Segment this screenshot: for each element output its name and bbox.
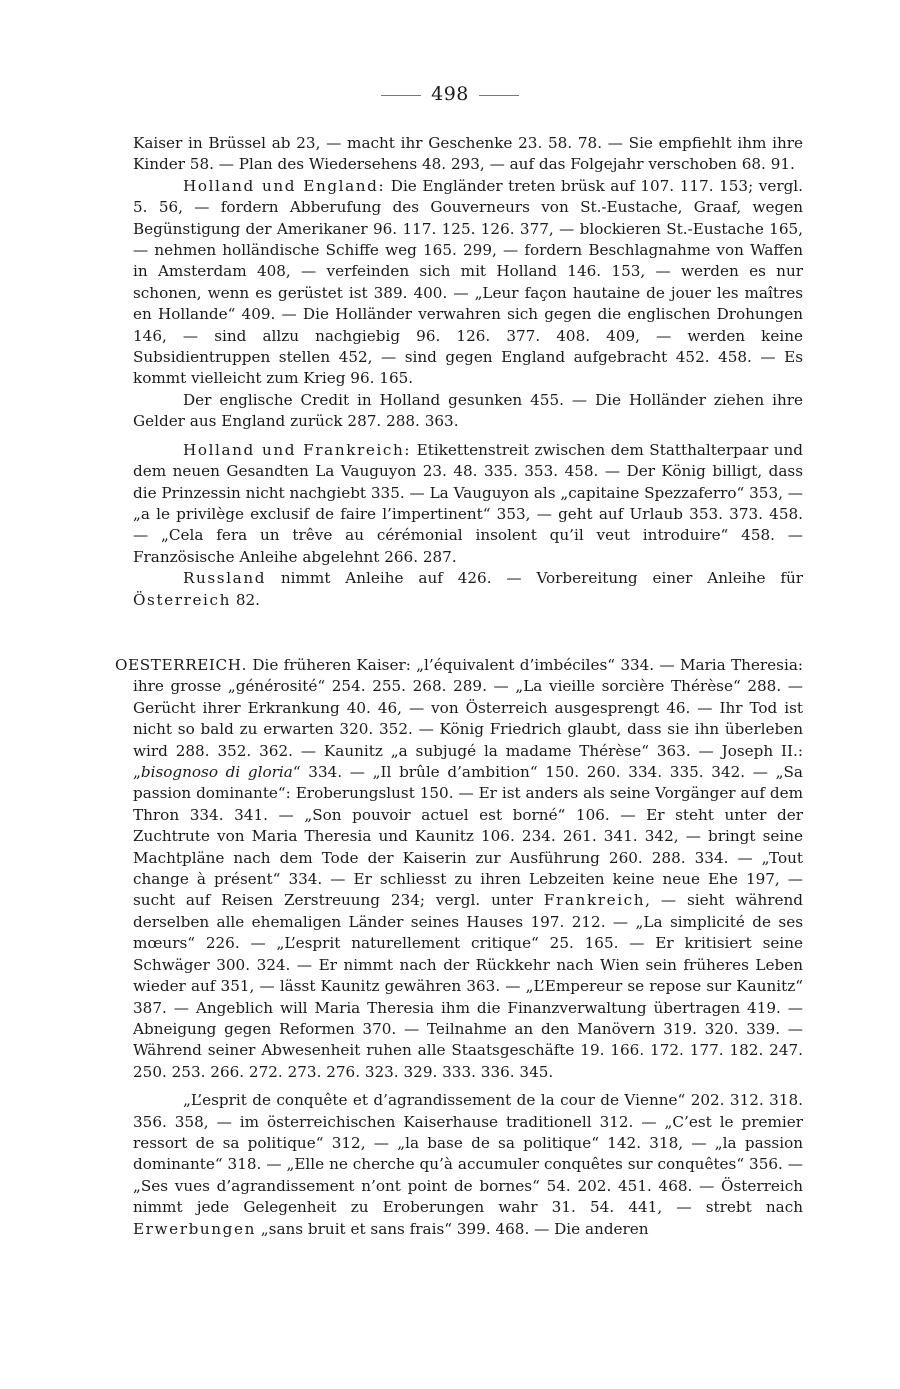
paragraph-oesterreich-main xyxy=(115,655,803,1083)
term-frankreich: Frankreich xyxy=(543,891,646,910)
subheading-holland-frankreich: Holland und Frankreich: xyxy=(183,440,412,459)
oesterreich-text-b: “ 334. — „Il brûle d’ambition“ 150. 260. 334. 335. 342. — „Sa passion dominante“: Eroberungslust 150. — Er ist anders als seine Vorgänger auf dem Thron 334. 341. — „Son pouvoir actuel est borné“ 106. — Er steht unter der Zuchtrute von Maria Theresia und Kaunitz 106. 234. 261. 341. 342, — bringt seine Machtpläne nach dem Tode der Kaiserin zur Ausführung 260. 288. 334. — „Tout change à présent“ 334. — Er schliesst zu ihren Lebzeiten keine neue Ehe 197, — sucht auf Reisen Zerstreuung 234; vergl. unter xyxy=(133,763,803,910)
header-rule-left xyxy=(381,95,421,96)
continued-entry xyxy=(133,133,803,611)
paragraph-holland-frankreich xyxy=(133,440,803,568)
term-oesterreich: Österreich xyxy=(133,590,231,609)
conquete-text-end: „sans bruit et sans frais“ 399. 468. — Die anderen xyxy=(255,1219,649,1238)
term-erwerbungen: Erwerbungen xyxy=(133,1219,256,1238)
header-rule-right xyxy=(479,95,519,96)
entry-heading-oesterreich: OESTERREICH. xyxy=(115,656,248,674)
paragraph-holland-england xyxy=(133,176,803,390)
paragraph-holland-england-text: Die Engländer treten brüsk auf 107. 117. 153; vergl. 5. 56, — fordern Abberufung des Gouverneurs von St.-Eustache, Graaf, wegen Begünstigung der Amerikaner 96. 117. 125. 126. 377, — blockieren St.-Eustache 165, — nehmen holländische Schiffe weg 165. 299, — fordern Beschlagnahme von Waffen in Amsterdam 408, — verfeinden sich mit Holland 146. 153, — werden es nur schonen, wenn es gerüstet ist 389. 400. — „Leur façon hautaine de jouer les maîtres en Hollande“ 409. — Die Holländer verwahren sich gegen die englischen Drohungen 146, — sind allzu nachgiebig 96. 126. 377. 408. 409, — werden keine Subsidientruppen stellen 452, — sind gegen England aufgebracht 452. 458. — Es kommt vielleicht zum Krieg 96. 165. xyxy=(133,176,803,388)
oesterreich-text-c: , — sieht während derselben alle ehemaligen Länder seines Hauses 197. 212. — „La simplicité de ses mœurs“ 226. — „L’esprit naturellement critique“ 25. 165. — Er kritisiert seine Schwäger 300. 324. — Er nimmt nach der Rückkehr nach Wien sein früheres Leben wieder auf 351, — lässt Kaunitz gewähren 363. — „L’Empereur se repose sur Kaunitz“ 387. — Angeblich will Maria Theresia ihm die Finanzverwaltung übertragen 419. — Abneigung gegen Reformen 370. — Teilnahme an den Manövern 319. 320. 339. — Während seiner Abwesenheit ruhen alle Staatsgeschäfte 19. 166. 172. 177. 182. 247. 250. 253. 266. 272. 273. 276. 323. 329. 333. 336. 345. xyxy=(133,891,803,1081)
paragraph-holland-frankreich-text: Etikettenstreit zwischen dem Statthalterpaar und dem neuen Gesandten La Vauguyon 23. 48. 335. 353. 458. — Der König billigt, dass die Prinzessin nicht nachgiebt 335. — La Vauguyon als „capitaine Spezzaferro“ 353, — „a le privilège exclusif de faire l’impertinent“ 353, — geht auf Urlaub 353. 373. 458. — „Cela fera un trêve au cérémonial insolent qu’il veut introduire“ 458. — Französische Anleihe abgelehnt 266. 287. xyxy=(133,440,804,566)
paragraph-russland xyxy=(133,568,803,611)
page-number: 498 xyxy=(431,83,469,105)
conquete-text: „L’esprit de conquête et d’agrandissement de la cour de Vienne“ 202. 312. 318. 356. 358, — im österreichischen Kaiserhause traditionell 312. — „C’est le premier ressort de sa politique“ 312, — „la base de sa politique“ 142. 318, — „la passion dominante“ 318. — „Elle ne cherche qu’à accumuler conquêtes sur conquêtes“ 356. — „Ses vues d’agrandissement n’ont point de bornes“ 54. 202. 451. 468. — Österreich nimmt jede Gelegenheit zu Eroberungen wahr 31. 54. 441, — strebt nach xyxy=(133,1091,803,1217)
oesterreich-text-a: Die früheren Kaiser: „l’équivalent d’imbéciles“ 334. — Maria Theresia: ihre grosse „générosité“ 254. 255. 268. 289. — „La vieille sorcière Thérèse“ 288. — Gerücht ihrer Erkrankung 40. 46, — von Österreich ausgesprengt 46. — Ihr Tod ist nicht so bald zu erwarten 320. 352. — König Friedrich glaubt, dass sie ihn überleben wird 288. 352. 362. — Kaunitz „a subjugé la madame Thérèse“ 363. — Joseph II.: „ xyxy=(133,656,803,782)
paragraph-kaiser-bruessel: Kaiser in Brüssel ab 23, — macht ihr Geschenke 23. 58. 78. — Sie empfiehlt ihm ihre Kinder 58. — Plan des Wiedersehens 48. 293, — auf das Folgejahr verschoben 68. 91. xyxy=(133,134,803,174)
paragraph-englische-credit: Der englische Credit in Holland gesunken 455. — Die Holländer ziehen ihre Gelder aus England zurück 287. 288. 363. xyxy=(133,390,803,431)
entry-oesterreich xyxy=(115,655,803,1240)
subheading-russland: Russland xyxy=(183,569,267,588)
quote-bisognoso: bisognoso di gloria xyxy=(140,763,293,782)
paragraph-russland-end: 82. xyxy=(231,590,260,609)
subheading-holland-england: Holland und England: xyxy=(183,176,386,195)
paragraph-esprit-conquete xyxy=(115,1090,803,1240)
page-header xyxy=(0,84,900,105)
paragraph-russland-text: nimmt Anleihe auf 426. — Vorbereitung einer Anleihe für xyxy=(266,569,803,588)
